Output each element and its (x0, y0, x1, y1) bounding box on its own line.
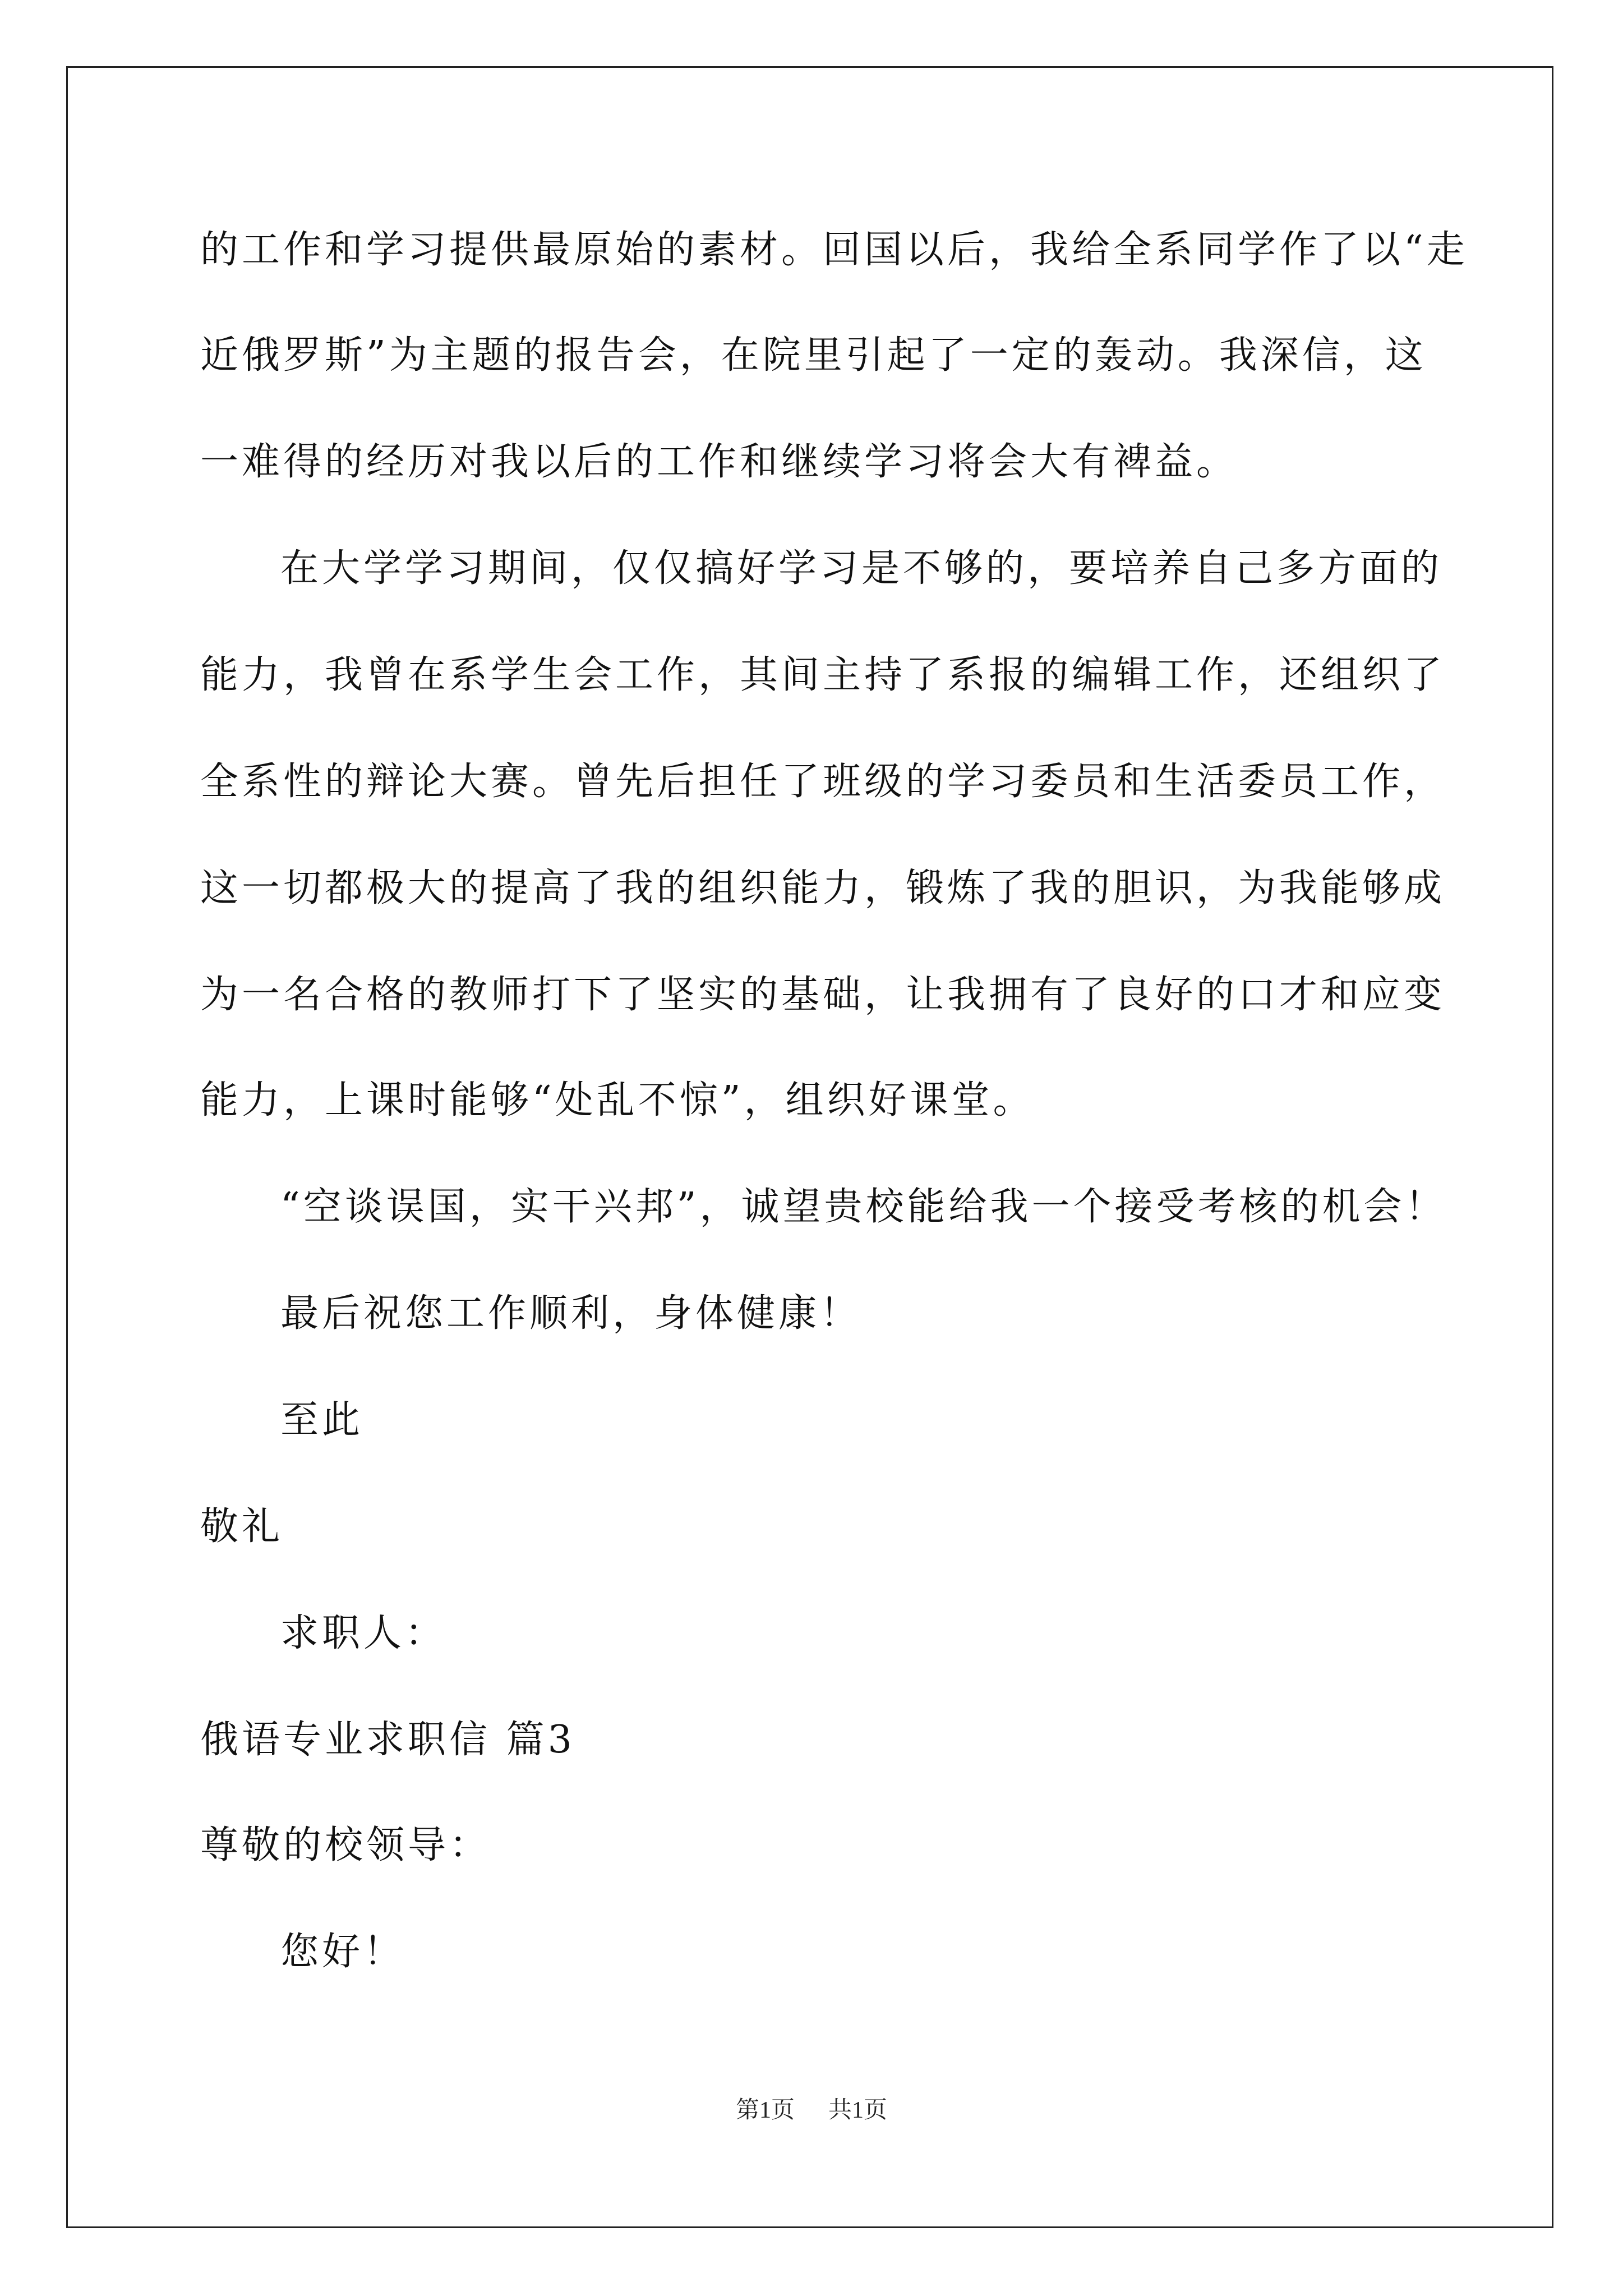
body-line-2: 近俄罗斯”为主题的报告会，在院里引起了一定的轰动。我深信，这 (200, 333, 1427, 378)
closing-zhici: 至此 (280, 1398, 364, 1442)
body-line-7: 这一切都极大的提高了我的组织能力，锻炼了我的胆识，为我能够成 (200, 866, 1446, 910)
wishes-line: 最后祝您工作顺利，身体健康！ (280, 1291, 862, 1336)
body-line-4: 在大学学习期间，仅仅搞好学习是不够的，要培养自己多方面的 (280, 546, 1443, 591)
greeting: 您好！ (280, 1930, 405, 1974)
applicant-label: 求职人： (280, 1611, 447, 1655)
page-number: 第1页 (735, 2097, 795, 2123)
page-total: 共1页 (828, 2097, 888, 2123)
page-border (66, 66, 1553, 2228)
body-line-5: 能力，我曾在系学生会工作，其间主持了系报的编辑工作，还组织了 (200, 653, 1446, 697)
salutation: 尊敬的校领导： (200, 1823, 491, 1867)
page-footer (0, 2091, 1623, 2125)
closing-jingli: 敬礼 (200, 1504, 284, 1549)
body-line-1: 的工作和学习提供最原始的素材。回国以后，我给全系同学作了以“走 (200, 228, 1468, 272)
body-line-6: 全系性的辩论大赛。曾先后担任了班级的学习委员和生活委员工作， (200, 760, 1446, 804)
body-line-3: 一难得的经历对我以后的工作和继续学习将会大有裨益。 (200, 440, 1238, 484)
slogan-line: “空谈误国，实干兴邦”，诚望贵校能给我一个接受考核的机会！ (280, 1185, 1447, 1229)
section-heading: 俄语专业求职信 篇3 (200, 1718, 575, 1762)
body-line-8: 为一名合格的教师打下了坚实的基础，让我拥有了良好的口才和应变 (200, 973, 1446, 1017)
body-line-9: 能力，上课时能够“处乱不惊”，组织好课堂。 (200, 1078, 1035, 1122)
